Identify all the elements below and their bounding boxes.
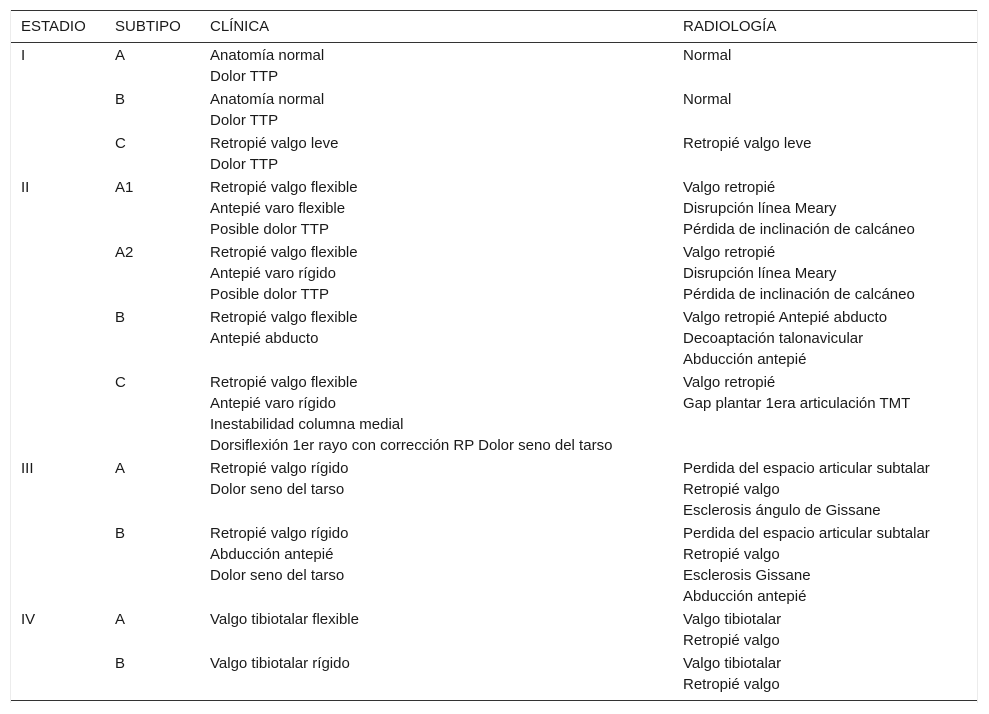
table-row (11, 651, 977, 701)
header-radiologia: RADIOLOGÍA (673, 11, 977, 43)
cell-clinica (200, 305, 673, 370)
table-row (11, 456, 977, 521)
classification-table-container (10, 10, 978, 703)
clinica-line: Dorsiflexión 1er rayo con corrección RP Dolor seno del tarso (210, 437, 613, 454)
radiologia-line: Valgo retropié Antepié abducto (683, 309, 888, 326)
cell-subtipo: A (115, 460, 126, 477)
radiologia-line: Pérdida de inclinación de calcáneo (683, 221, 915, 238)
clinica-line: Inestabilidad columna medial (210, 416, 404, 433)
radiologia-line: Valgo retropié (683, 179, 776, 196)
table-row (11, 607, 977, 651)
cell-radiologia (673, 607, 977, 651)
cell-estadio: II (21, 179, 30, 196)
cell-radiologia (673, 87, 977, 131)
clinica-line: Dolor TTP (210, 68, 279, 85)
cell-subtipo: B (115, 91, 126, 108)
clinica-line: Anatomía normal (210, 47, 325, 64)
clinica-line: Antepié abducto (210, 330, 319, 347)
cell-clinica (200, 43, 673, 88)
cell-estadio (11, 305, 105, 370)
table-row (11, 370, 977, 456)
table-row (11, 87, 977, 131)
cell-radiologia (673, 175, 977, 240)
table-row (11, 305, 977, 370)
clinica-line: Antepié varo flexible (210, 200, 346, 217)
cell-clinica (200, 521, 673, 607)
cell-clinica (200, 175, 673, 240)
radiologia-line: Valgo tibiotalar (683, 611, 782, 628)
cell-clinica (200, 87, 673, 131)
radiologia-line: Abducción antepié (683, 588, 807, 605)
clinica-line: Retropié valgo rígido (210, 525, 349, 542)
cell-radiologia (673, 240, 977, 305)
header-estadio: ESTADIO (11, 11, 105, 43)
header-clinica: CLÍNICA (200, 11, 673, 43)
cell-clinica (200, 131, 673, 175)
cell-clinica (200, 651, 673, 701)
cell-subtipo: B (115, 309, 126, 326)
radiologia-line: Normal (683, 91, 732, 108)
radiologia-line: Abducción antepié (683, 351, 807, 368)
radiologia-line: Retropié valgo leve (683, 135, 812, 152)
clinica-line: Dolor seno del tarso (210, 481, 345, 498)
cell-clinica (200, 456, 673, 521)
cell-radiologia (673, 651, 977, 701)
table-header-row (11, 11, 977, 43)
clinica-line: Antepié varo rígido (210, 265, 336, 282)
radiologia-line: Perdida del espacio articular subtalar (683, 525, 930, 542)
cell-radiologia (673, 370, 977, 456)
clinica-line: Dolor TTP (210, 156, 279, 173)
radiologia-line: Valgo retropié (683, 374, 776, 391)
radiologia-line: Disrupción línea Meary (683, 200, 837, 217)
radiologia-line: Esclerosis ángulo de Gissane (683, 502, 881, 519)
clinica-line: Valgo tibiotalar flexible (210, 611, 359, 628)
table-body (11, 43, 977, 701)
cell-estadio (11, 87, 105, 131)
table-row (11, 521, 977, 607)
clinica-line: Dolor seno del tarso (210, 567, 345, 584)
clinica-line: Retropié valgo flexible (210, 244, 358, 261)
radiologia-line: Retropié valgo (683, 676, 780, 693)
clinica-line: Posible dolor TTP (210, 286, 329, 303)
clinica-line: Retropié valgo flexible (210, 309, 358, 326)
clinica-line: Antepié varo rígido (210, 395, 336, 412)
cell-radiologia (673, 305, 977, 370)
clinica-line: Posible dolor TTP (210, 221, 329, 238)
cell-estadio (11, 131, 105, 175)
clinica-line: Abducción antepié (210, 546, 334, 563)
cell-radiologia (673, 43, 977, 88)
classification-table (11, 10, 977, 701)
table-row (11, 175, 977, 240)
radiologia-line: Retropié valgo (683, 481, 780, 498)
radiologia-line: Pérdida de inclinación de calcáneo (683, 286, 915, 303)
table-row (11, 131, 977, 175)
cell-clinica (200, 370, 673, 456)
cell-radiologia (673, 521, 977, 607)
cell-clinica (200, 607, 673, 651)
clinica-line: Retropié valgo leve (210, 135, 339, 152)
cell-estadio (11, 370, 105, 456)
radiologia-line: Decoaptación talonavicular (683, 330, 864, 347)
clinica-line: Retropié valgo flexible (210, 374, 358, 391)
radiologia-line: Valgo retropié (683, 244, 776, 261)
table-row (11, 43, 977, 88)
cell-radiologia (673, 456, 977, 521)
radiologia-line: Valgo tibiotalar (683, 655, 782, 672)
cell-estadio: I (21, 47, 26, 64)
cell-subtipo: B (115, 525, 126, 542)
cell-subtipo: C (115, 135, 126, 152)
cell-subtipo: A1 (115, 179, 134, 196)
cell-estadio (11, 521, 105, 607)
cell-subtipo: A (115, 611, 126, 628)
cell-clinica (200, 240, 673, 305)
cell-radiologia (673, 131, 977, 175)
cell-subtipo: A2 (115, 244, 134, 261)
clinica-line: Valgo tibiotalar rígido (210, 655, 350, 672)
cell-subtipo: B (105, 651, 200, 701)
clinica-line: Retropié valgo rígido (210, 460, 349, 477)
cell-subtipo: A (115, 47, 126, 64)
table-row (11, 240, 977, 305)
cell-subtipo: C (115, 374, 126, 391)
radiologia-line: Esclerosis Gissane (683, 567, 811, 584)
header-subtipo: SUBTIPO (105, 11, 200, 43)
cell-estadio (11, 240, 105, 305)
radiologia-line: Perdida del espacio articular subtalar (683, 460, 930, 477)
clinica-line: Retropié valgo flexible (210, 179, 358, 196)
radiologia-line: Retropié valgo (683, 546, 780, 563)
clinica-line: Dolor TTP (210, 112, 279, 129)
clinica-line: Anatomía normal (210, 91, 325, 108)
radiologia-line: Gap plantar 1era articulación TMT (683, 395, 911, 412)
cell-estadio (11, 651, 105, 701)
cell-estadio: III (21, 460, 34, 477)
cell-estadio: IV (21, 611, 36, 628)
radiologia-line: Retropié valgo (683, 632, 780, 649)
radiologia-line: Disrupción línea Meary (683, 265, 837, 282)
radiologia-line: Normal (683, 47, 732, 64)
